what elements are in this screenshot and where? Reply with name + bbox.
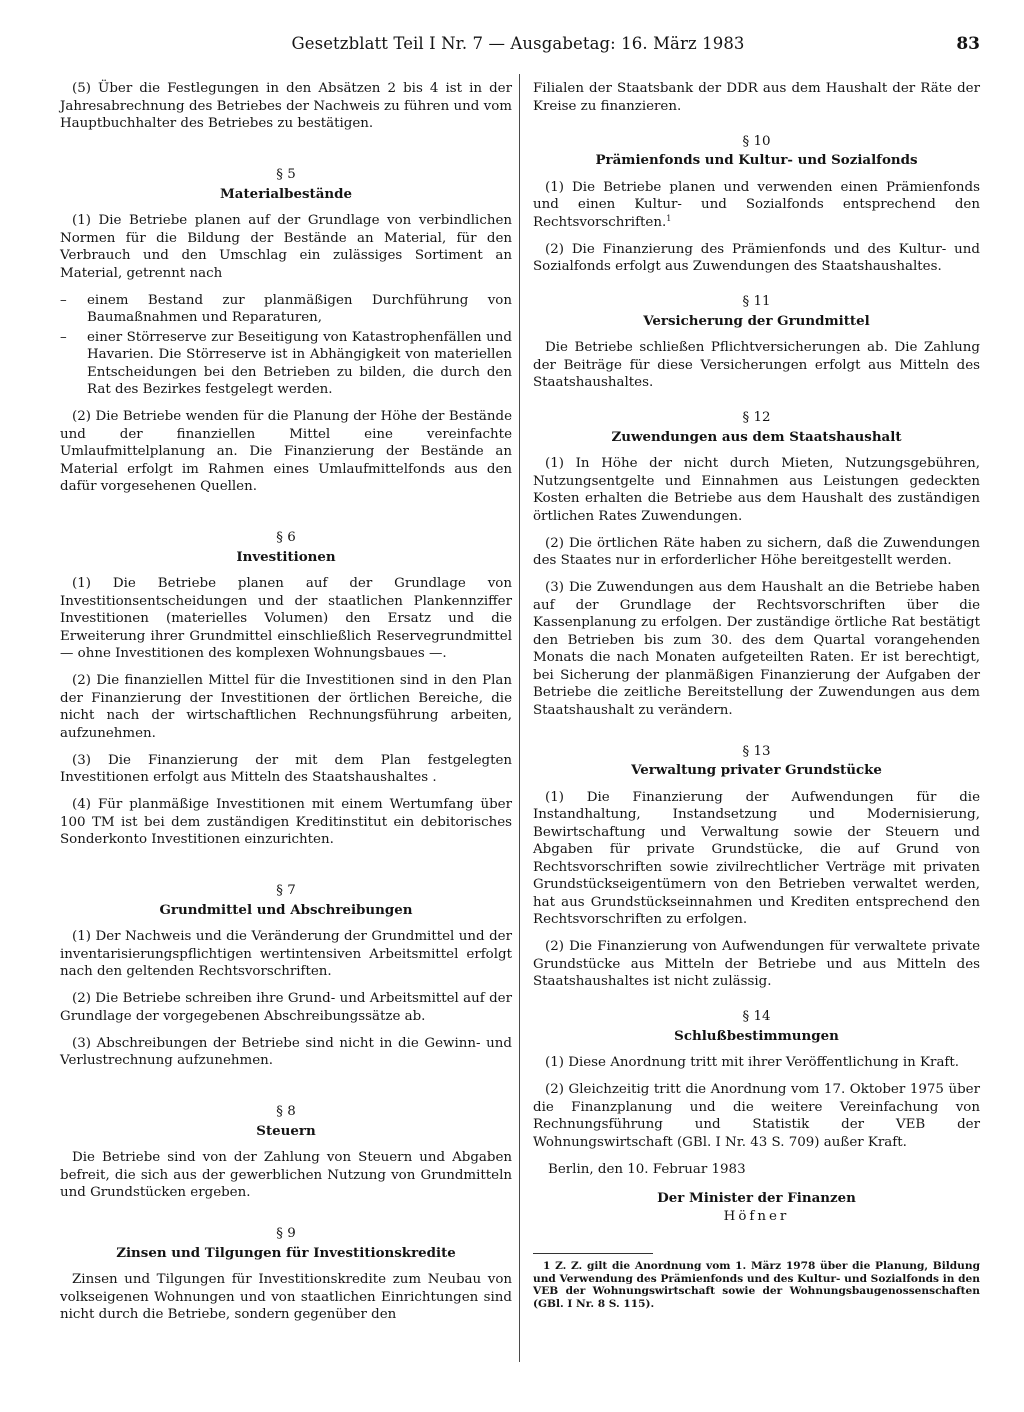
section-6-number: § 6 [276,530,296,545]
section-10-title: Prämienfonds und Kultur- und Sozialfonds [595,152,918,168]
s5-dash-item-1: – einem Bestand zur planmäßigen Durchführung von Baumaßnahmen und Reparaturen, [60,292,512,327]
s12-paragraph-2: (2) Die örtlichen Räte haben zu sichern, daß die Zuwendungen des Staates nur in erforderlicher Höhe bereitgestellt werden. [533,535,980,568]
s6-paragraph-1: (1) Die Betriebe planen auf der Grundlage von Investitionsentscheidungen und der staatlichen Plankennziffer Investitionen (materielles Volumen) den Ersatz und die Erweiterung ihrer Grundmittel einschließlich Reservegrundmittel — ohne Investitionen des komplexen Wohnungsbaues —. [60,576,512,661]
s10-paragraph-2: (2) Die Finanzierung des Prämienfonds und des Kultur- und Sozialfonds erfolgt aus Zuwendungen des Staatshaushaltes. [533,241,980,274]
column-divider [519,74,520,1362]
left-column [60,80,512,1333]
s6-paragraph-2: (2) Die finanziellen Mittel für die Investitionen sind in den Plan der Finanzierung der Investitionen der örtlichen Bereiche, die nicht nach der wirtschaftlichen Rechnungsführung arbeiten, aufzunehmen. [60,673,512,741]
section-7-title: Grundmittel und Abschreibungen [159,901,413,918]
section-12-title: Zuwendungen aus dem Staatshaushalt [611,428,902,445]
footnote: 1 Z. Z. gilt die Anordnung vom 1. März 1978 über die Planung, Bildung und Verwendung des Prämienfonds und des Kultur- und Sozialfonds in den VEB der Wohnungswirtschaft sowie der Wohnungsbaugenossenschaften (GBl. I Nr. 8 S. 115). [533,1260,980,1310]
s13-paragraph-2: (2) Die Finanzierung von Aufwendungen für verwaltete private Grundstücke aus Mitteln der Betriebe und aus Mitteln des Staatshaushaltes ist nicht zulässig. [533,939,980,989]
s6-paragraph-4: (4) Für planmäßige Investitionen mit einem Wertumfang über 100 TM ist bei dem zuständigen Kreditinstitut ein debitorisches Sonderkonto Investitionen einzurichten. [60,797,512,847]
section-13-number: § 13 [742,743,771,759]
section-5-title: Materialbestände [219,185,352,202]
s7-paragraph-1: (1) Der Nachweis und die Veränderung der Grundmittel und der inventarisierungspflichtigen wertintensiven Arbeitsmittel erfolgt nach den geltenden Rechtsvorschriften. [60,929,512,979]
s5-paragraph-2: (2) Die Betriebe wenden für die Planung der Höhe der Bestände und der finanziellen Mittel eine vereinfachte Umlaufmittelplanung an. Die Finanzierung der Bestände an Material erfolgt im Rahmen eines Umlaufmittelfonds aus den dafür vorgesehenen Quellen. [60,409,512,494]
section-10-number: § 10 [742,133,771,149]
s7-paragraph-2: (2) Die Betriebe schreiben ihre Grund- und Arbeitsmittel auf der Grundlage der vorgegebenen Abschreibungssätze ab. [60,991,512,1024]
s5-paragraph-1: (1) Die Betriebe planen auf der Grundlage von verbindlichen Normen für die Bildung der Bestände an Material, für den Verbrauch und den Umschlag ein zulässiges Sortiment an Material, getrennt nach [60,213,512,281]
signatory-name: Höfner [723,1208,790,1224]
section-11-title: Versicherung der Grundmittel [643,312,870,329]
section-5-number: § 5 [276,167,296,182]
place-and-date: Berlin, den 10. Februar 1983 [548,1161,746,1177]
s6-paragraph-3: (3) Die Finanzierung der mit dem Plan festgelegten Investitionen erfolgt aus Mitteln des Staatshaushaltes . [60,752,512,785]
s10-paragraph-1 [533,179,980,232]
footnote-divider [533,1253,653,1254]
signatory-role: Der Minister der Finanzen [657,1190,856,1206]
section-12-number: § 12 [742,410,771,425]
s14-paragraph-1: (1) Diese Anordnung tritt mit ihrer Veröffentlichung in Kraft. [545,1055,960,1070]
s12-paragraph-3: (3) Die Zuwendungen aus dem Haushalt an die Betriebe haben auf der Grundlage der Rechtsvorschriften über die Kassenplanung zu erfolgen. Der zuständige örtliche Rat bestätigt den Betrieben bis zum 30. des dem Quartal vorangehenden Monats die nach Monaten aufgeteilten Raten. Er ist berechtigt, bei Sicherung der planmäßigen Finanzierung der Aufgaben der Betriebe die zeitliche Bereitstellung der Zuwendungen aus dem Staatshaushalt zu verändern. [533,580,980,718]
section-14-title: Schlußbestimmungen [674,1027,839,1044]
section-9-number: § 9 [276,1226,296,1241]
s5-dash-item-2: – einer Störreserve zur Beseitigung von Katastrophenfällen und Havarien. Die Störreserve ist in Abhängigkeit von materiellen Entscheidungen bei den Betrieben zu bilden, die durch den Rat des Bezirkes festgelegt werden. [60,329,512,399]
s14-paragraph-2: (2) Gleichzeitig tritt die Anordnung vom 17. Oktober 1975 über die Finanzplanung und die weitere Vereinfachung von Rechnungsführung und Statistik der VEB der Wohnungswirtschaft (GBl. I Nr. 43 S. 709) außer Kraft. [533,1082,980,1150]
gazette-title: Gesetzblatt Teil I Nr. 7 — Ausgabetag: 16. März 1983 [291,34,745,53]
s11-paragraph-1: Die Betriebe schließen Pflichtversicherungen ab. Die Zahlung der Beiträge für diese Versicherungen erfolgt aus Mitteln des Staatshaushaltes. [533,340,980,390]
section-6-title: Investitionen [236,548,336,565]
page-header [56,34,980,58]
s5-dash-list [60,292,512,399]
signature-block [533,1190,980,1225]
s13-paragraph-1: (1) Die Finanzierung der Aufwendungen für die Instandhaltung, Instandsetzung und Modernisierung, Bewirtschaftung und Verwaltung sowie der Steuern und Abgaben für private Grundstücke, die auf Grund von Rechtsvorschriften sowie zivilrechtlicher Verträge mit privaten Grundstückseigentümern von den Betrieben verwaltet werden, hat aus Grundstückseinnahmen und Krediten entsprechend den Rechtsvorschriften zu erfolgen. [533,789,980,927]
s7-paragraph-3: (3) Abschreibungen der Betriebe sind nicht in die Gewinn- und Verlustrechnung aufzunehmen. [60,1035,512,1068]
s8-paragraph-1: Die Betriebe sind von der Zahlung von Steuern und Abgaben befreit, die sich aus der gewerblichen Nutzung von Grundmitteln und Grundstücken ergeben. [60,1150,512,1200]
page-number: 83 [956,34,980,54]
section-14-number: § 14 [742,1009,771,1024]
section-8-number: § 8 [276,1104,296,1119]
section-11-number: § 11 [742,294,771,309]
s4-paragraph-5: (5) Über die Festlegungen in den Absätzen 2 bis 4 ist in der Jahresabrechnung des Betriebes der Nachweis zu führen und vom Hauptbuchhalter des Betriebes zu bestätigen. [60,81,512,131]
right-column [533,80,980,1310]
s9-paragraph-1-continued: Filialen der Staatsbank der DDR aus dem Haushalt der Räte der Kreise zu finanzieren. [533,81,980,114]
section-8-title: Steuern [256,1122,316,1139]
footnote-marker: 1 [666,213,672,223]
s9-paragraph-1-start: Zinsen und Tilgungen für Investitionskredite zum Neubau von volkseigenen Wohnungen und von staatlichen Einrichtungen sind nicht durch die Betriebe, sondern gegenüber den [60,1272,512,1322]
s10-paragraph-1-text: (1) Die Betriebe planen und verwenden einen Prämienfonds und einen Kultur- und Sozialfonds entsprechend den Rechtsvorschriften. [533,179,980,230]
s12-paragraph-1: (1) In Höhe der nicht durch Mieten, Nutzungsgebühren, Nutzungsentgelte und Einnahmen aus Leistungen gedeckten Kosten erhalten die Betriebe aus dem Haushalt des zuständigen örtlichen Rates Zuwendungen. [533,456,980,524]
section-7-number: § 7 [276,883,296,898]
section-13-title: Verwaltung privater Grundstücke [631,762,882,778]
section-9-title: Zinsen und Tilgungen für Investitionskredite [116,1244,456,1261]
